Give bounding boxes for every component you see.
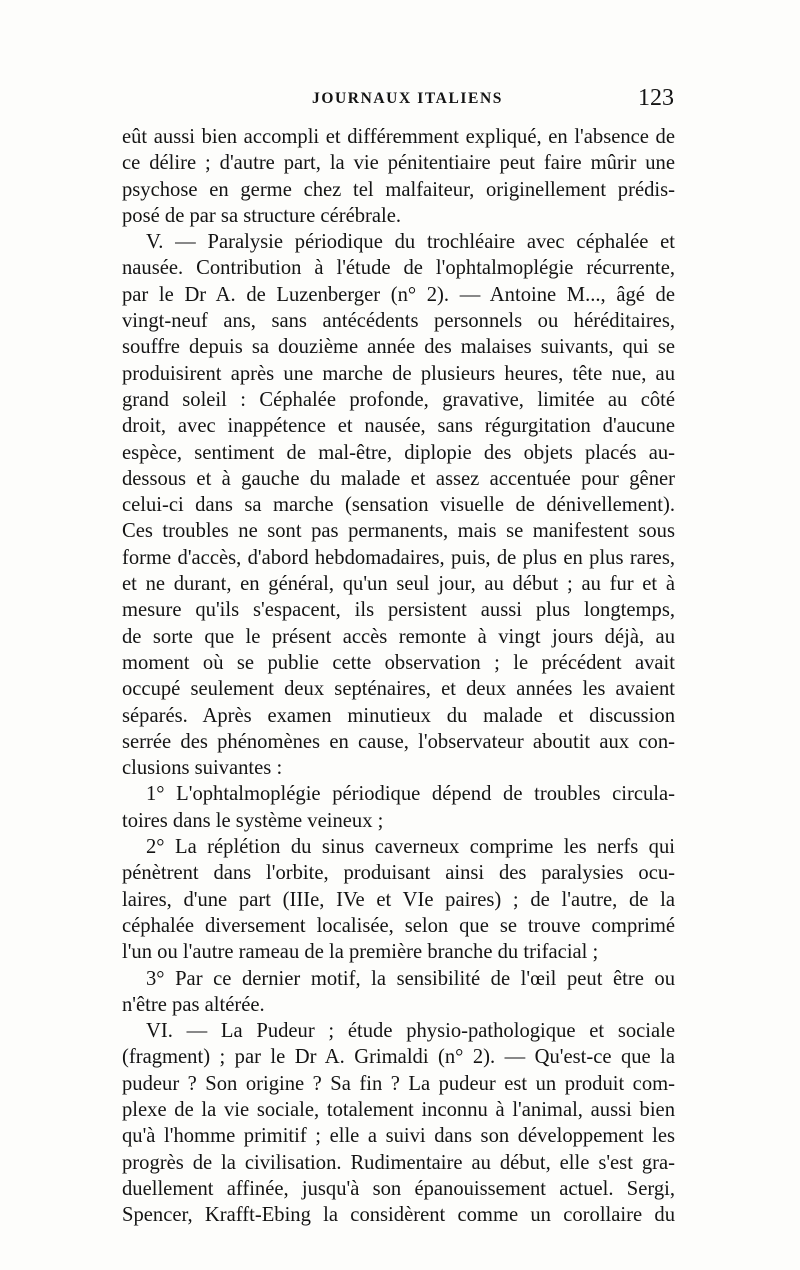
running-title: JOURNAUX ITALIENS [312,90,503,107]
text-line: moment où se publie cette observation ; le précédent avait [122,651,675,674]
text-line: mesure qu'ils s'espacent, ils persistent aussi plus longtemps, [122,599,675,622]
text-line: vingt-neuf ans, sans antécédents personnels ou héréditaires, [122,310,675,333]
body-text [122,124,675,1228]
text-line: et ne durant, en général, qu'un seul jour, au début ; au fur et à [122,573,675,596]
list-item-3: 3° Par ce dernier motif, la sensibilité de l'œil peut être ou [146,967,675,990]
text-line: droit, avec inappétence et nausée, sans régurgitation d'aucune [122,415,675,438]
text-line: n'être pas altérée. [122,993,265,1016]
text-line: toires dans le système veineux ; [122,809,384,832]
text-line: grand soleil : Céphalée profonde, gravative, limitée au côté [122,388,675,411]
text-line: dessous et à gauche du malade et assez accentuée pour gêner [122,467,675,490]
text-line: pudeur ? Son origine ? Sa fin ? La pudeur est un produit com- [122,1072,675,1095]
text-line: produisirent après une marche de plusieurs heures, tête nue, au [122,362,675,385]
page-number: 123 [638,85,674,111]
text-line: de sorte que le présent accès remonte à vingt jours déjà, au [122,625,675,648]
text-line: posé de par sa structure cérébrale. [122,204,402,227]
text-line: plexe de la vie sociale, totalement inconnu à l'animal, aussi bien [122,1098,675,1121]
list-item-2: 2° La réplétion du sinus caverneux comprime les nerfs qui [146,836,675,859]
text-line: duellement affinée, jusqu'à son épanouissement actuel. Sergi, [122,1177,675,1200]
text-line: l'un ou l'autre rameau de la première branche du trifacial ; [122,941,599,964]
text-line: psychose en germe chez tel malfaiteur, originellement prédis- [122,178,675,201]
text-line: eût aussi bien accompli et différemment expliqué, en l'absence de [122,126,675,148]
text-line: Ces troubles ne sont pas permanents, mais se manifestent sous [122,520,675,543]
text-line: celui-ci dans sa marche (sensation visuelle de dénivellement). [122,494,675,517]
text-line: céphalée diversement localisée, selon que se trouve comprimé [122,914,675,937]
list-item-1: 1° L'ophtalmoplégie périodique dépend de troubles circula- [146,783,675,806]
text-line: ce délire ; d'autre part, la vie pénitentiaire peut faire mûrir une [122,152,675,175]
text-line: (fragment) ; par le Dr A. Grimaldi (n° 2). — Qu'est-ce que la [122,1046,675,1069]
text-line: progrès de la civilisation. Rudimentaire au début, elle s'est gra- [122,1151,675,1174]
section-heading-vi: VI. — La Pudeur ; étude physio-pathologique et sociale [146,1020,675,1043]
text-line: qu'à l'homme primitif ; elle a suivi dans son développement les [122,1125,675,1148]
text-line: pénètrent dans l'orbite, produisant ainsi des paralysies ocu- [122,862,675,885]
text-line: serrée des phénomènes en cause, l'observateur aboutit aux con- [122,730,675,753]
text-line: espèce, sentiment de mal-être, diplopie des objets placés au- [122,441,675,464]
text-line: Spencer, Krafft-Ebing la considèrent comme un corollaire du [122,1204,675,1227]
text-line: nausée. Contribution à l'étude de l'ophtalmoplégie récurrente, [122,257,675,280]
text-line: clusions suivantes : [122,757,283,780]
text-line: par le Dr A. de Luzenberger (n° 2). — Antoine M..., âgé de [122,283,675,306]
text-line: souffre depuis sa douzième année des malaises suivants, qui se [122,336,675,359]
text-line: laires, d'une part (IIIe, IVe et VIe paires) ; de l'autre, de la [122,888,675,911]
text-line: forme d'accès, d'abord hebdomadaires, puis, de plus en plus rares, [122,546,675,569]
text-line: occupé seulement deux septénaires, et deux années les avaient [122,678,675,701]
running-header [122,85,682,118]
section-heading-v: V. — Paralysie périodique du trochléaire avec céphalée et [146,231,675,254]
text-line: séparés. Après examen minutieux du malade et discussion [122,704,675,727]
